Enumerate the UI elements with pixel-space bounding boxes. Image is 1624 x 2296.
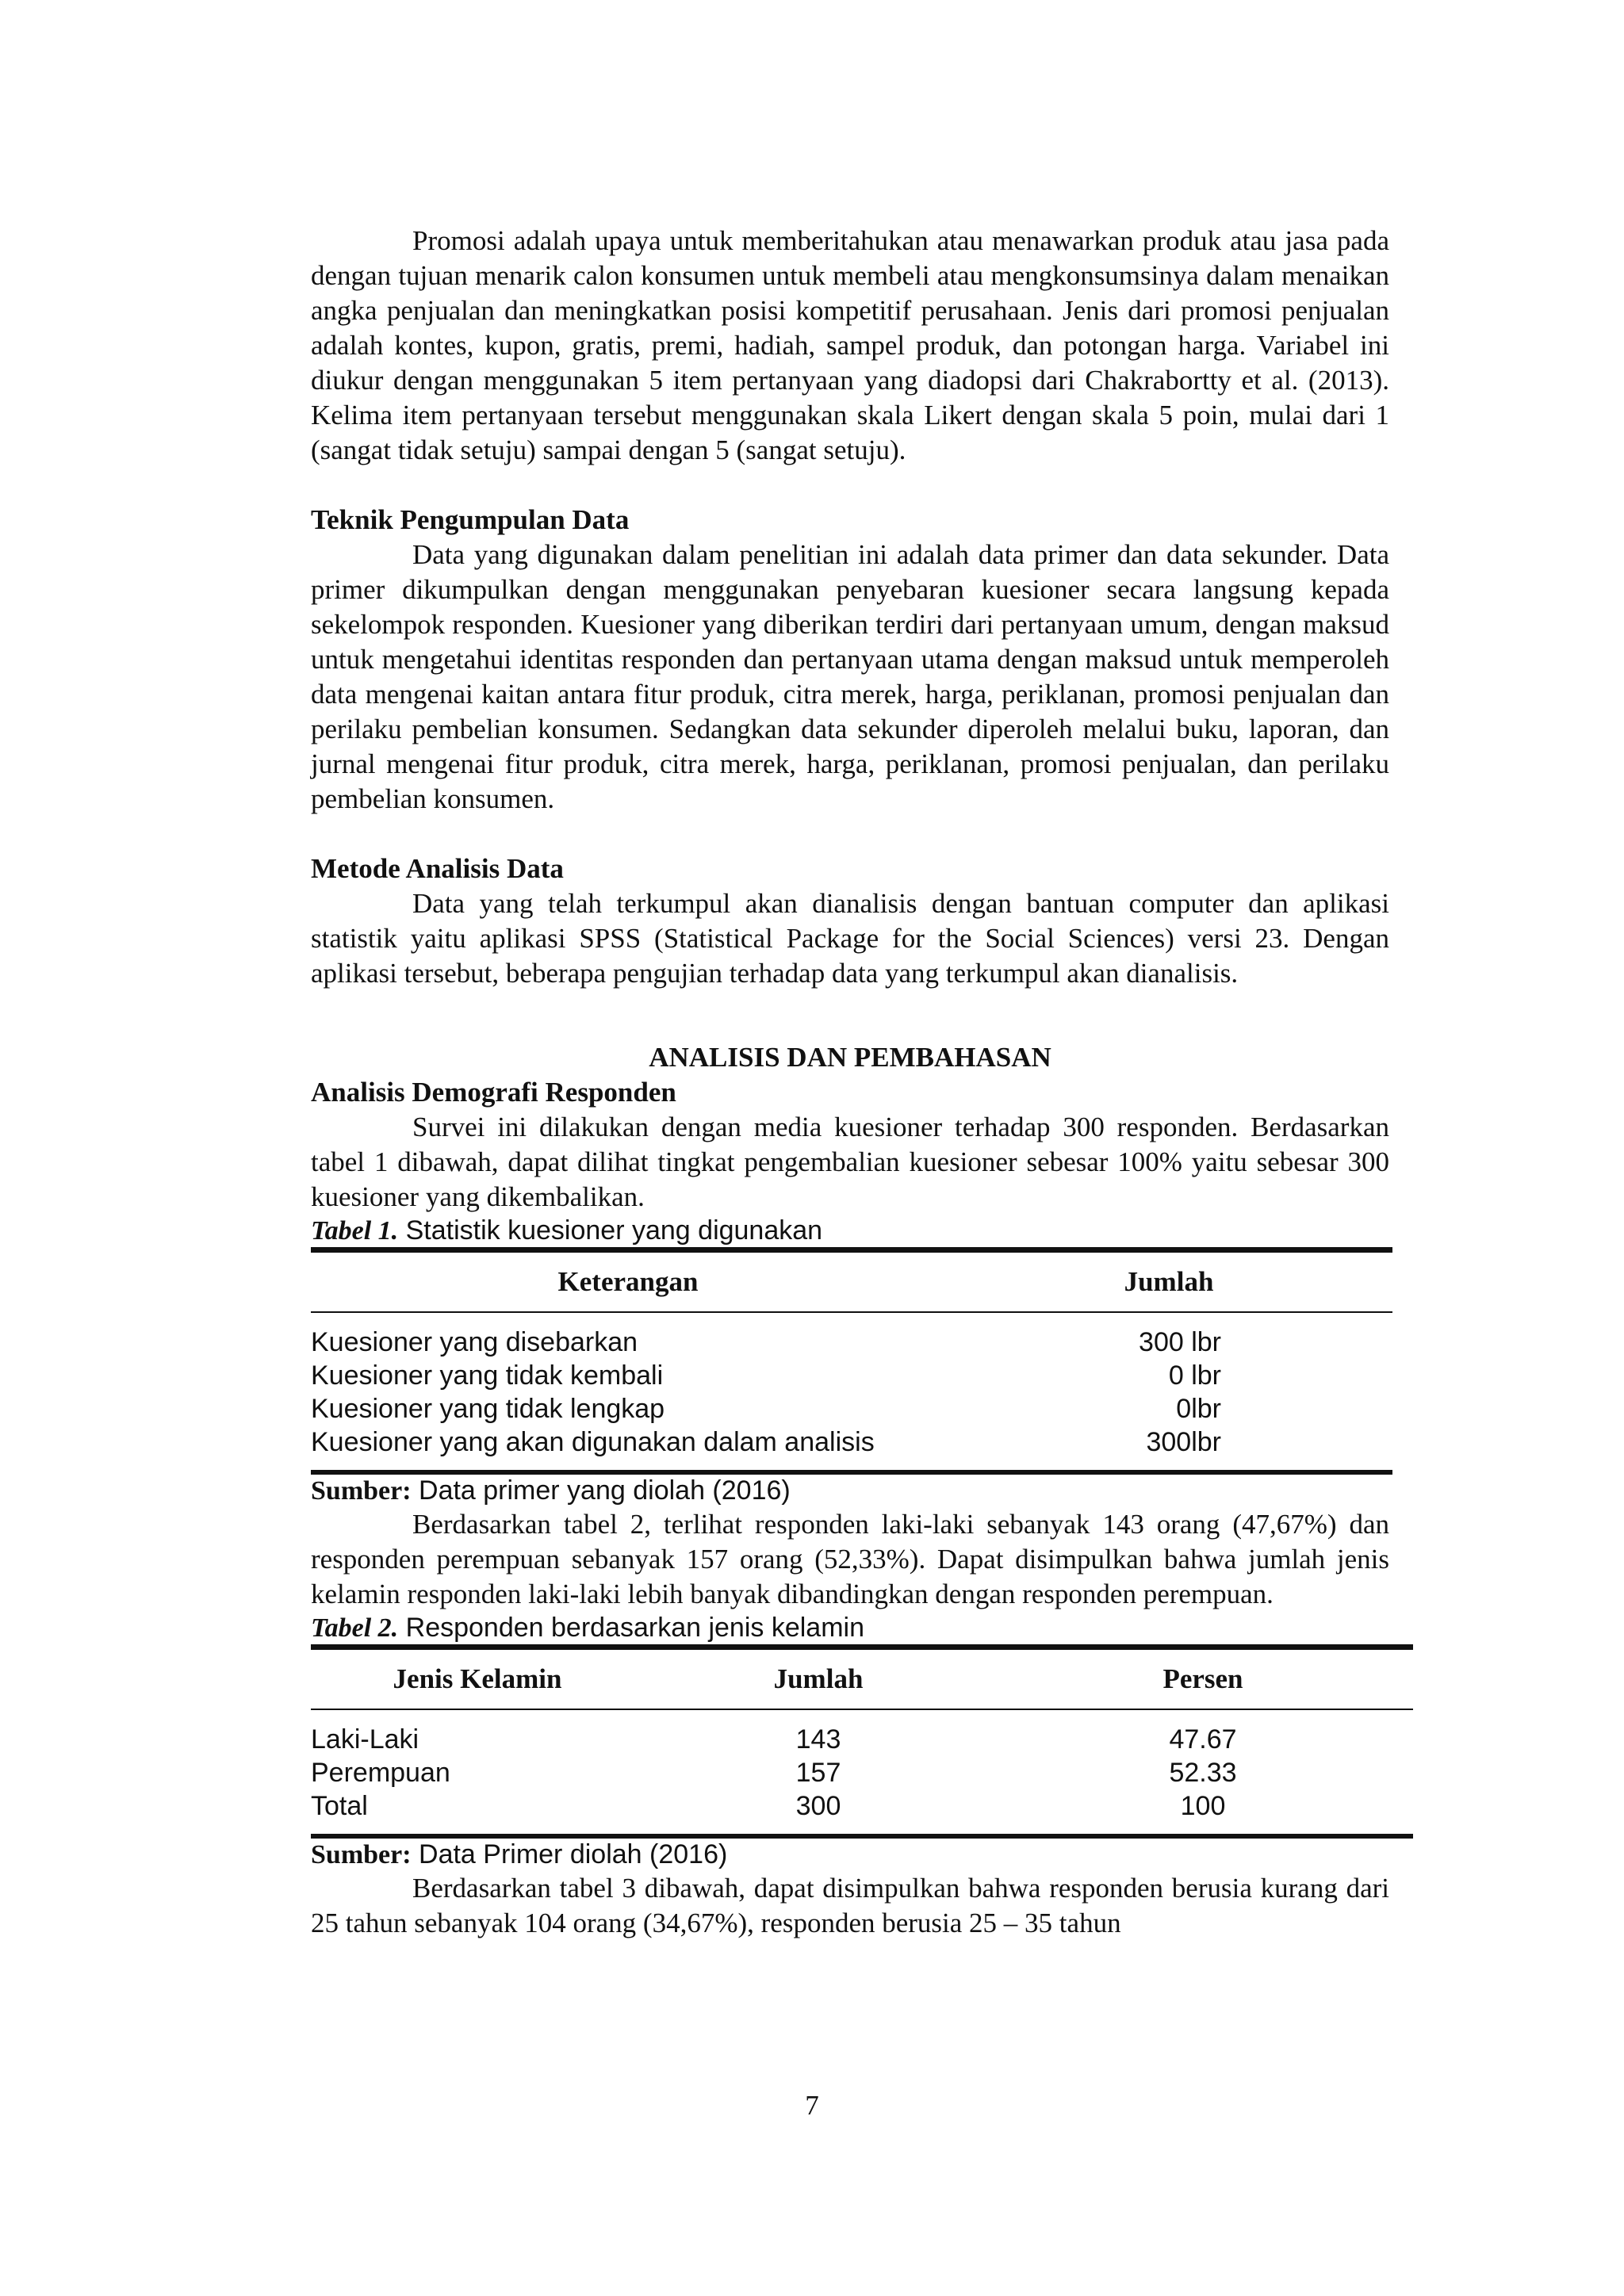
table2-caption-label: Tabel 2. (311, 1613, 399, 1643)
table2-source (311, 1839, 1389, 1871)
page-number: 7 (805, 2090, 819, 2121)
metode-heading: Metode Analisis Data (311, 853, 564, 884)
table1-header-row (311, 1250, 1392, 1313)
table1-caption-text: Statistik kuesioner yang digunakan (398, 1215, 823, 1246)
table-cell: 0 lbr (1168, 1360, 1221, 1391)
table-cell: 300lbr (945, 1425, 1392, 1472)
table1-caption (311, 1215, 1389, 1247)
gender-paragraph: Berdasarkan tabel 2, terlihat responden laki-laki sebanyak 143 orang (47,67%) dan responden perempuan sebanyak 157 orang (52,33%). Dapat disimpulkan bahwa jumlah jenis kelamin responden laki-laki lebih banyak dibandingkan dengan responden perempuan. (311, 1509, 1389, 1609)
table2-header-jenis-kelamin: Jenis Kelamin (311, 1647, 644, 1710)
table-cell: 0lbr (1176, 1394, 1221, 1424)
table-cell: 47.67 (1169, 1724, 1237, 1755)
teknik-paragraph: Data yang digunakan dalam penelitian ini adalah data primer dan data sekunder. Data primer dikumpulkan dengan menggunakan penyebaran kuesioner secara langsung kepada sekelompok responden. Kuesioner yang diberikan terdiri dari pertanyaan umum, dengan maksud untuk mengetahui identitas responden dan pertanyaan utama dengan maksud untuk memperoleh data mengenai kaitan antara fitur produk, citra merek, harga, periklanan, promosi penjualan dan perilaku pembelian konsumen. Sedangkan data sekunder diperoleh melalui buku, laporan, dan jurnal mengenai fitur produk, citra merek, harga, periklanan, promosi penjualan, dan perilaku pembelian konsumen. (311, 539, 1389, 814)
table-cell: 157 (795, 1758, 841, 1788)
table-row (311, 1425, 1392, 1472)
table-row (311, 1709, 1413, 1756)
table2-header-row (311, 1647, 1413, 1710)
table1-header-jumlah: Jumlah (945, 1250, 1392, 1313)
metode-paragraph: Data yang telah terkumpul akan dianalisis dengan bantuan computer dan aplikasi statistik yaitu aplikasi SPSS (Statistical Package for the Social Sciences) versi 23. Dengan aplikasi tersebut, beberapa pengujian terhadap data yang terkumpul akan dianalisis. (311, 888, 1389, 989)
table-cell: Kuesioner yang tidak kembali (311, 1360, 664, 1391)
demografi-paragraph: Survei ini dilakukan dengan media kuesioner terhadap 300 responden. Berdasarkan tabel 1 dibawah, dapat dilihat tingkat pengembalian kuesioner sebesar 100% yaitu sebesar 300 kuesioner yang dikembalikan. (311, 1112, 1389, 1212)
table-cell: 300 (644, 1789, 993, 1836)
table2-caption (311, 1612, 1389, 1644)
page-content (311, 224, 1389, 1941)
table-row (311, 1359, 1392, 1392)
table2-source-label: Sumber: (311, 1840, 412, 1869)
table-row (311, 1789, 1413, 1836)
table-cell: Kuesioner yang akan digunakan dalam analisis (311, 1425, 945, 1472)
table-cell: 52.33 (1169, 1758, 1237, 1788)
table-cell: 143 (795, 1724, 841, 1755)
table-cell: Laki-Laki (311, 1724, 419, 1755)
table1-source (311, 1475, 1389, 1507)
table-row (311, 1392, 1392, 1425)
demografi-heading: Analisis Demografi Responden (311, 1077, 676, 1108)
table1 (311, 1247, 1392, 1475)
table2 (311, 1644, 1413, 1839)
table2-header-jumlah: Jumlah (644, 1647, 993, 1710)
table-cell: Total (311, 1789, 644, 1836)
table-row (311, 1756, 1413, 1789)
teknik-heading: Teknik Pengumpulan Data (311, 504, 630, 535)
table2-header-persen: Persen (993, 1647, 1413, 1710)
table2-source-text: Data Primer diolah (2016) (411, 1839, 728, 1869)
table-row (311, 1312, 1392, 1359)
table1-header-keterangan: Keterangan (311, 1250, 945, 1313)
table-cell: Kuesioner yang tidak lengkap (311, 1394, 665, 1424)
promosi-paragraph: Promosi adalah upaya untuk memberitahukan atau menawarkan produk atau jasa pada dengan tujuan menarik calon konsumen untuk membeli atau mengkonsumsinya dalam menaikan angka penjualan dan meningkatkan posisi kompetitif perusahaan. Jenis dari promosi penjualan adalah kontes, kupon, gratis, premi, hadiah, sampel produk, dan potongan harga. Variabel ini diukur dengan menggunakan 5 item pertanyaan yang diadopsi dari Chakrabortty et al. (2013). Kelima item pertanyaan tersebut menggunakan skala Likert dengan skala 5 poin, mulai dari 1 (sangat tidak setuju) sampai dengan 5 (sangat setuju). (311, 225, 1389, 465)
table2-caption-text: Responden berdasarkan jenis kelamin (398, 1613, 864, 1643)
table1-source-text: Data primer yang diolah (2016) (411, 1475, 791, 1506)
main-heading: ANALISIS DAN PEMBAHASAN (649, 1042, 1051, 1073)
age-paragraph: Berdasarkan tabel 3 dibawah, dapat disimpulkan bahwa responden berusia kurang dari 25 tahun sebanyak 104 orang (34,67%), responden berusia 25 – 35 tahun (311, 1873, 1389, 1938)
table-cell: 100 (993, 1789, 1413, 1836)
table-cell: Perempuan (311, 1758, 450, 1788)
table-cell: 300 lbr (1139, 1327, 1221, 1357)
table-cell: Kuesioner yang disebarkan (311, 1327, 638, 1357)
table1-caption-label: Tabel 1. (311, 1216, 399, 1246)
table1-source-label: Sumber: (311, 1476, 412, 1506)
